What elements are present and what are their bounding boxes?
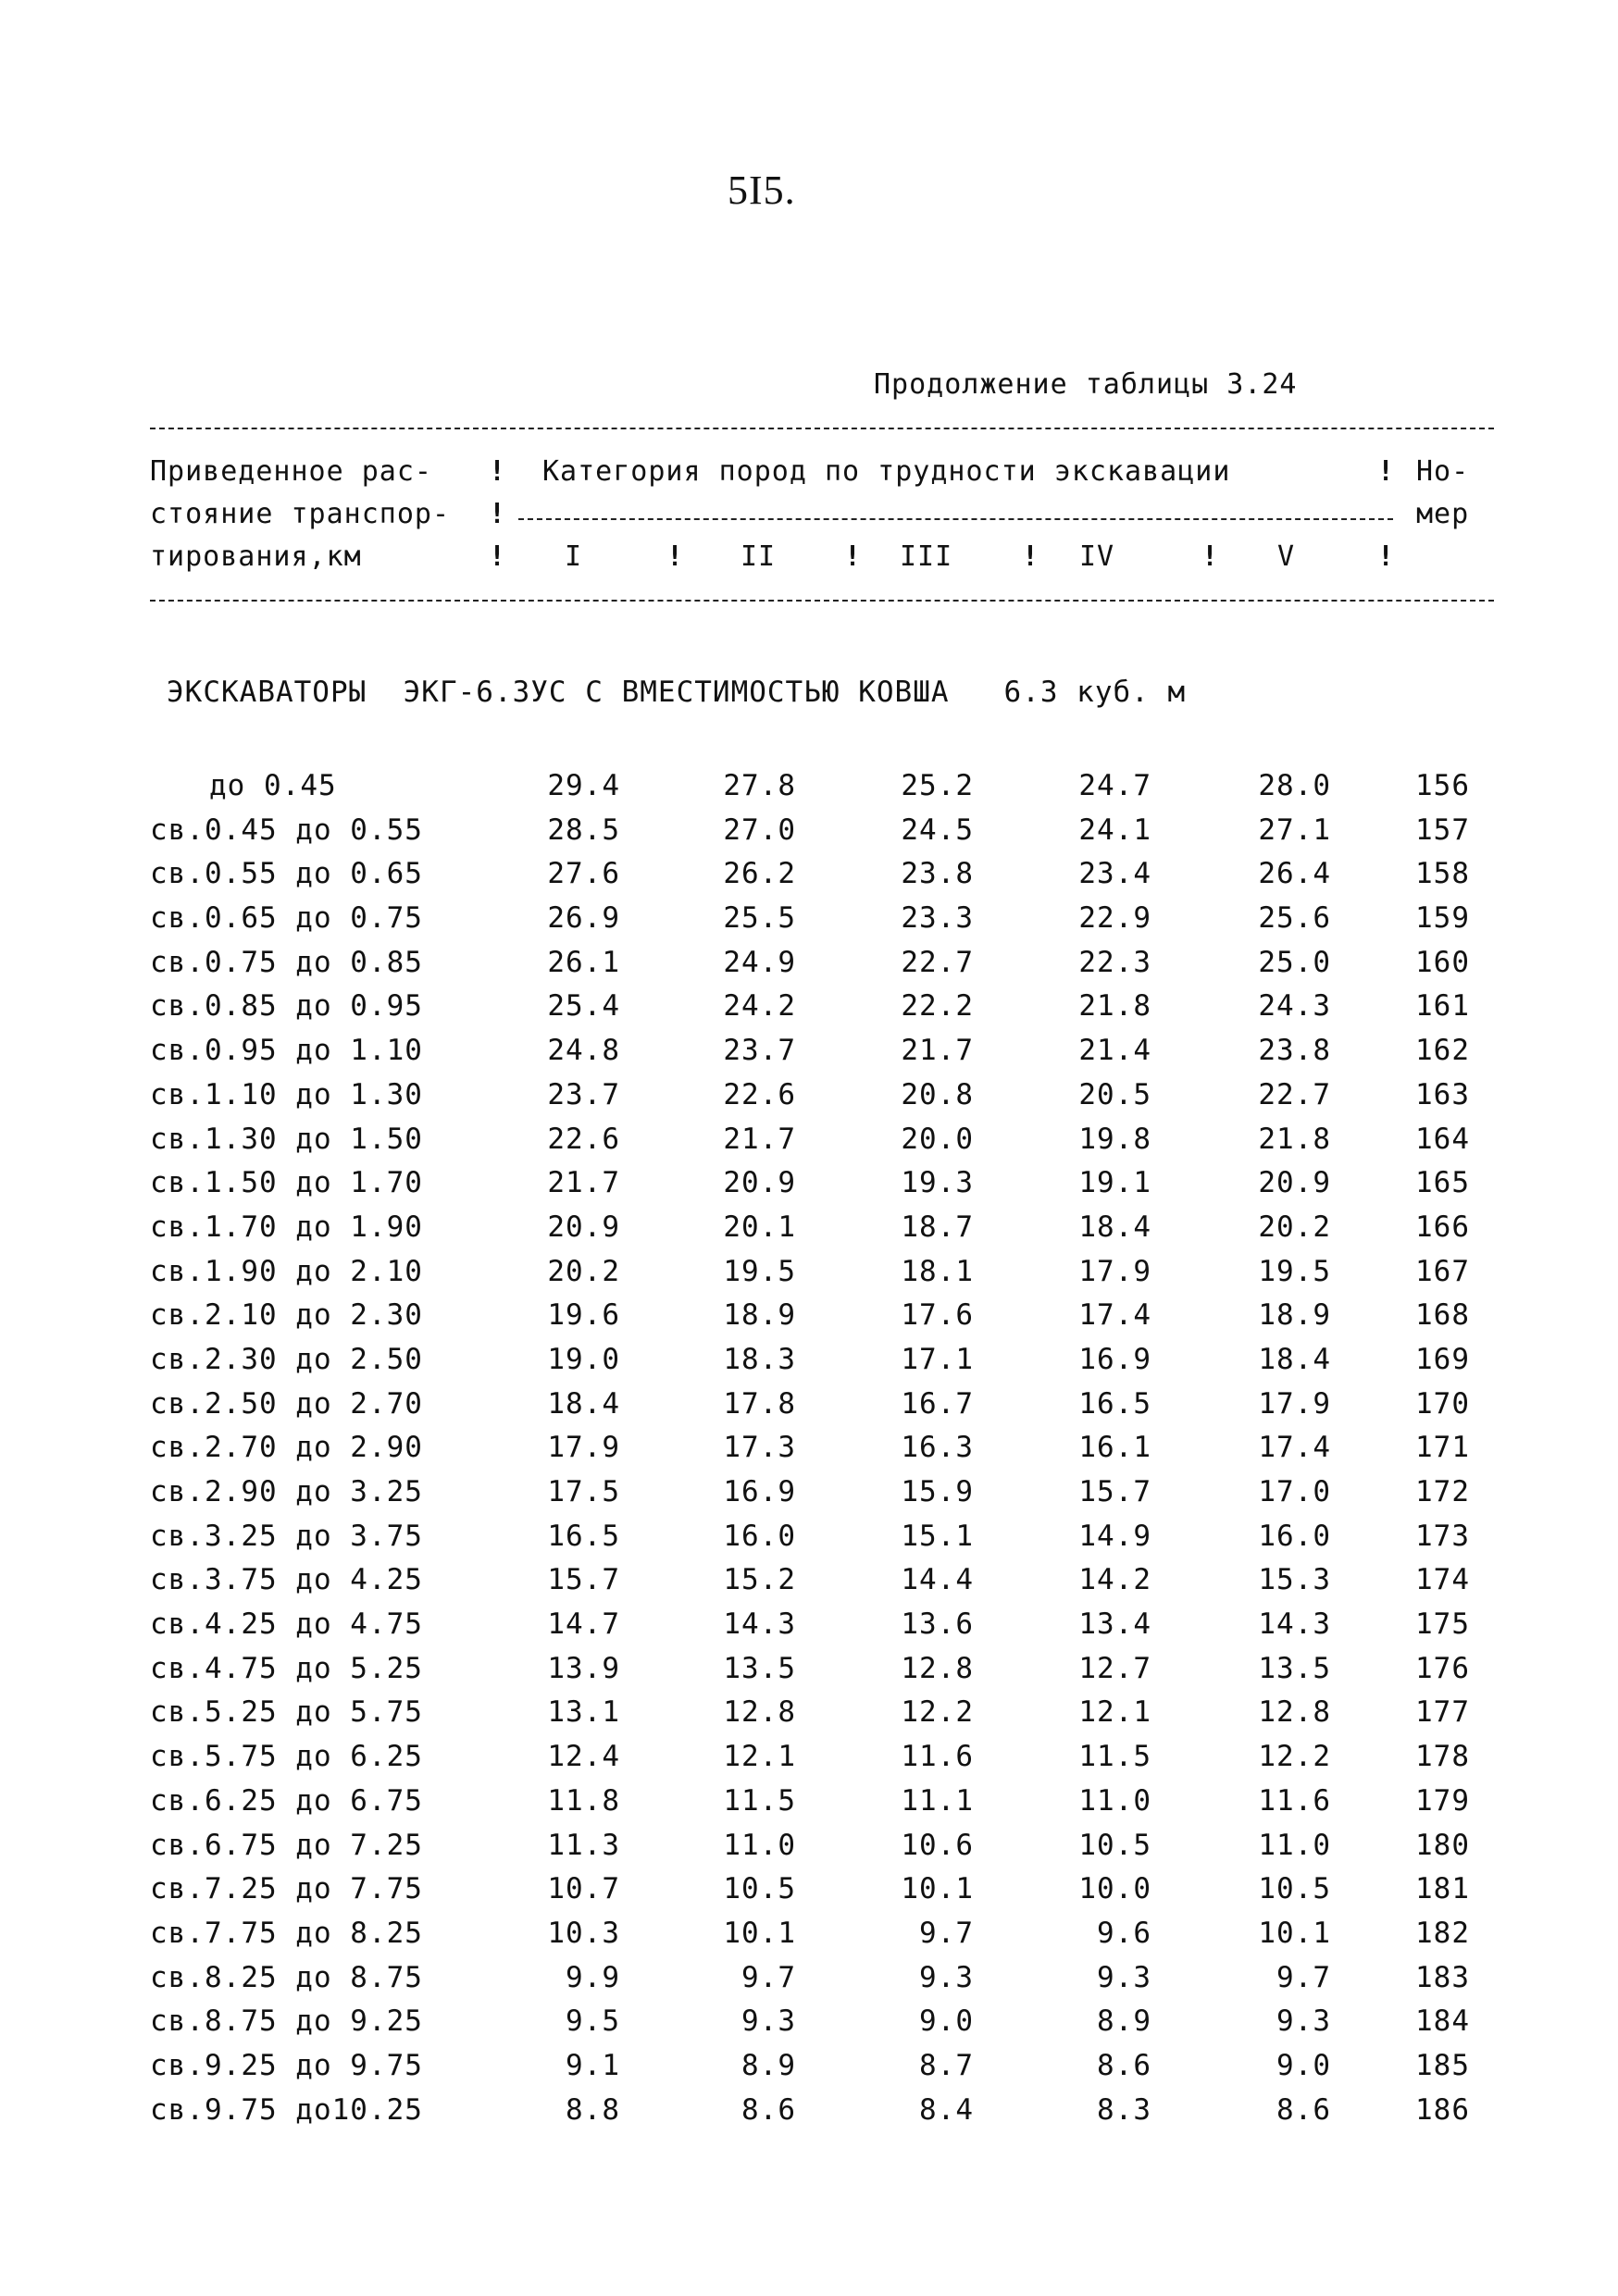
category-3-value: 9.3 (919, 1960, 974, 1994)
distance-cell: св.9.25 до 9.75 (150, 2048, 423, 2082)
category-5-value: 24.3 (1258, 989, 1331, 1024)
category-2-value: 20.9 (723, 1166, 796, 1200)
category-3-value: 8.4 (919, 2092, 974, 2127)
distance-cell: св.1.70 до 1.90 (150, 1210, 423, 1244)
table-top-rule (150, 428, 1494, 429)
category-1-value: 9.9 (566, 1960, 620, 1994)
header-category-1: I (565, 540, 583, 573)
header-separator: ! (1377, 455, 1395, 488)
category-2-value: 10.5 (723, 1872, 796, 1906)
category-3-value: 23.3 (901, 901, 974, 936)
category-2-value: 13.5 (723, 1651, 796, 1685)
category-4-value: 23.4 (1078, 857, 1151, 891)
category-1-value: 21.7 (547, 1166, 620, 1200)
row-number: 166 (1415, 1210, 1470, 1244)
row-number: 169 (1415, 1342, 1470, 1376)
distance-cell: св.0.65 до 0.75 (150, 901, 423, 936)
page-number: 5I5. (728, 168, 796, 213)
category-2-value: 17.3 (723, 1431, 796, 1465)
header-separator: ! (666, 540, 684, 573)
category-5-value: 22.7 (1258, 1077, 1331, 1111)
category-2-value: 26.2 (723, 857, 796, 891)
row-number: 186 (1415, 2092, 1470, 2127)
category-3-value: 15.9 (901, 1475, 974, 1508)
category-5-value: 27.1 (1258, 813, 1331, 847)
table-row (0, 1515, 1618, 1559)
table-row (0, 1294, 1618, 1338)
category-2-value: 9.3 (741, 2004, 796, 2039)
category-2-value: 17.8 (723, 1386, 796, 1421)
distance-cell: св.0.85 до 0.95 (150, 989, 423, 1024)
category-4-value: 16.9 (1078, 1342, 1151, 1376)
distance-cell: св.3.75 до 4.25 (150, 1563, 423, 1597)
distance-cell: св.2.10 до 2.30 (150, 1298, 423, 1333)
category-5-value: 16.0 (1258, 1519, 1331, 1553)
category-5-value: 12.8 (1258, 1695, 1331, 1730)
category-1-value: 24.8 (547, 1034, 620, 1068)
table-row (0, 1250, 1618, 1295)
category-5-value: 10.1 (1258, 1916, 1331, 1950)
category-3-value: 8.7 (919, 2048, 974, 2082)
category-3-value: 23.8 (901, 857, 974, 891)
row-number: 180 (1415, 1828, 1470, 1862)
category-4-value: 10.0 (1078, 1872, 1151, 1906)
row-number: 158 (1415, 857, 1470, 891)
distance-cell: св.9.75 до10.25 (150, 2092, 423, 2127)
distance-cell: св.7.75 до 8.25 (150, 1916, 423, 1950)
category-1-value: 11.3 (547, 1828, 620, 1862)
distance-cell: св.1.10 до 1.30 (150, 1077, 423, 1111)
category-3-value: 18.7 (901, 1210, 974, 1244)
category-5-value: 18.9 (1258, 1298, 1331, 1333)
table-row (0, 1603, 1618, 1647)
header-distance-line-2: стояние транспор- (150, 498, 451, 530)
table-row (0, 1912, 1618, 1956)
category-5-value: 26.4 (1258, 857, 1331, 891)
row-number: 174 (1415, 1563, 1470, 1597)
table-row (0, 1471, 1618, 1515)
row-number: 170 (1415, 1386, 1470, 1421)
category-1-value: 9.5 (566, 2004, 620, 2039)
category-4-value: 9.3 (1097, 1960, 1151, 1994)
category-4-value: 15.7 (1078, 1475, 1151, 1508)
category-2-value: 22.6 (723, 1077, 796, 1111)
row-number: 182 (1415, 1916, 1470, 1950)
category-5-value: 8.6 (1276, 2092, 1331, 2127)
category-2-value: 19.5 (723, 1254, 796, 1288)
category-4-value: 11.5 (1078, 1740, 1151, 1774)
distance-cell: св.8.25 до 8.75 (150, 1960, 423, 1994)
table-row (0, 1735, 1618, 1780)
category-2-value: 21.7 (723, 1122, 796, 1156)
table-row (0, 1074, 1618, 1118)
category-2-value: 24.2 (723, 989, 796, 1024)
category-1-value: 28.5 (547, 813, 620, 847)
table-row (0, 1691, 1618, 1735)
distance-cell: св.4.75 до 5.25 (150, 1651, 423, 1685)
category-3-value: 21.7 (901, 1034, 974, 1068)
table-row (0, 809, 1618, 853)
category-3-value: 18.1 (901, 1254, 974, 1288)
category-4-value: 8.6 (1097, 2048, 1151, 2082)
category-5-value: 19.5 (1258, 1254, 1331, 1288)
category-5-value: 10.5 (1258, 1872, 1331, 1906)
category-5-value: 23.8 (1258, 1034, 1331, 1068)
category-1-value: 15.7 (547, 1563, 620, 1597)
category-1-value: 27.6 (547, 857, 620, 891)
category-4-value: 24.1 (1078, 813, 1151, 847)
category-1-value: 22.6 (547, 1122, 620, 1156)
table-row (0, 764, 1618, 809)
category-1-value: 17.9 (547, 1431, 620, 1465)
table-row (0, 1426, 1618, 1471)
distance-cell: св.7.25 до 7.75 (150, 1872, 423, 1906)
category-4-value: 16.5 (1078, 1386, 1151, 1421)
category-5-value: 17.0 (1258, 1475, 1331, 1508)
distance-cell: св.0.55 до 0.65 (150, 857, 423, 891)
category-1-value: 16.5 (547, 1519, 620, 1553)
row-number: 157 (1415, 813, 1470, 847)
distance-cell: св.1.90 до 2.10 (150, 1254, 423, 1288)
category-3-value: 9.0 (919, 2004, 974, 2039)
distance-cell: св.2.30 до 2.50 (150, 1342, 423, 1376)
header-category-2: II (741, 540, 777, 573)
row-number: 185 (1415, 2048, 1470, 2082)
category-1-value: 13.9 (547, 1651, 620, 1685)
category-4-value: 18.4 (1078, 1210, 1151, 1244)
category-2-value: 16.0 (723, 1519, 796, 1553)
distance-cell: до 0.45 (209, 769, 337, 802)
category-4-value: 8.3 (1097, 2092, 1151, 2127)
category-3-value: 24.5 (901, 813, 974, 847)
table-row (0, 1780, 1618, 1824)
category-2-value: 27.0 (723, 813, 796, 847)
distance-cell: св.0.45 до 0.55 (150, 813, 423, 847)
row-number: 175 (1415, 1607, 1470, 1642)
distance-cell: св.5.25 до 5.75 (150, 1695, 423, 1730)
category-3-value: 12.8 (901, 1651, 974, 1685)
row-number: 178 (1415, 1740, 1470, 1774)
distance-cell: св.2.90 до 3.25 (150, 1475, 423, 1508)
category-2-value: 23.7 (723, 1034, 796, 1068)
category-1-value: 17.5 (547, 1475, 620, 1508)
category-3-value: 17.6 (901, 1298, 974, 1333)
category-4-value: 10.5 (1078, 1828, 1151, 1862)
category-1-value: 26.9 (547, 901, 620, 936)
category-3-value: 20.8 (901, 1077, 974, 1111)
category-4-value: 17.4 (1078, 1298, 1151, 1333)
row-number: 171 (1415, 1431, 1470, 1465)
category-5-value: 25.6 (1258, 901, 1331, 936)
category-4-value: 13.4 (1078, 1607, 1151, 1642)
category-2-value: 8.6 (741, 2092, 796, 2127)
category-2-value: 10.1 (723, 1916, 796, 1950)
distance-cell: св.3.25 до 3.75 (150, 1519, 423, 1553)
table-row (0, 1956, 1618, 2001)
row-number: 161 (1415, 989, 1470, 1024)
category-2-value: 24.9 (723, 945, 796, 979)
category-5-value: 12.2 (1258, 1740, 1331, 1774)
header-inner-rule (518, 518, 1393, 520)
category-2-value: 16.9 (723, 1475, 796, 1508)
header-separator: ! (489, 455, 506, 488)
category-1-value: 23.7 (547, 1077, 620, 1111)
category-5-value: 9.7 (1276, 1960, 1331, 1994)
category-5-value: 20.2 (1258, 1210, 1331, 1244)
table-row (0, 2000, 1618, 2044)
header-separator: ! (489, 540, 506, 573)
category-1-value: 10.7 (547, 1872, 620, 1906)
category-4-value: 24.7 (1078, 769, 1151, 802)
row-number: 165 (1415, 1166, 1470, 1200)
row-number: 184 (1415, 2004, 1470, 2039)
table-row (0, 1824, 1618, 1868)
category-3-value: 22.7 (901, 945, 974, 979)
category-5-value: 11.6 (1258, 1783, 1331, 1818)
category-5-value: 13.5 (1258, 1651, 1331, 1685)
table-row (0, 1118, 1618, 1162)
category-5-value: 21.8 (1258, 1122, 1331, 1156)
row-number: 159 (1415, 901, 1470, 936)
header-separator: ! (844, 540, 862, 573)
category-1-value: 12.4 (547, 1740, 620, 1774)
category-3-value: 19.3 (901, 1166, 974, 1200)
table-body (0, 764, 1618, 2132)
row-number: 173 (1415, 1519, 1470, 1553)
category-3-value: 16.7 (901, 1386, 974, 1421)
category-2-value: 25.5 (723, 901, 796, 936)
category-3-value: 13.6 (901, 1607, 974, 1642)
table-continuation-title: Продолжение таблицы 3.24 (874, 368, 1298, 401)
category-3-value: 25.2 (901, 769, 974, 802)
category-5-value: 17.9 (1258, 1386, 1331, 1421)
header-separator: ! (1201, 540, 1219, 573)
category-4-value: 11.0 (1078, 1783, 1151, 1818)
category-2-value: 18.3 (723, 1342, 796, 1376)
category-1-value: 8.8 (566, 2092, 620, 2127)
category-4-value: 22.9 (1078, 901, 1151, 936)
category-2-value: 12.1 (723, 1740, 796, 1774)
header-separator: ! (489, 498, 506, 530)
row-number: 163 (1415, 1077, 1470, 1111)
category-2-value: 11.0 (723, 1828, 796, 1862)
category-2-value: 20.1 (723, 1210, 796, 1244)
distance-cell: св.0.95 до 1.10 (150, 1034, 423, 1068)
distance-cell: св.1.30 до 1.50 (150, 1122, 423, 1156)
category-4-value: 22.3 (1078, 945, 1151, 979)
row-number: 179 (1415, 1783, 1470, 1818)
category-4-value: 21.4 (1078, 1034, 1151, 1068)
category-1-value: 11.8 (547, 1783, 620, 1818)
row-number: 177 (1415, 1695, 1470, 1730)
category-5-value: 28.0 (1258, 769, 1331, 802)
row-number: 176 (1415, 1651, 1470, 1685)
table-row (0, 2089, 1618, 2133)
category-4-value: 19.1 (1078, 1166, 1151, 1200)
category-2-value: 12.8 (723, 1695, 796, 1730)
category-4-value: 20.5 (1078, 1077, 1151, 1111)
header-distance-line-3: тирования,км (150, 540, 362, 573)
category-1-value: 14.7 (547, 1607, 620, 1642)
table-row (0, 1383, 1618, 1427)
category-1-value: 9.1 (566, 2048, 620, 2082)
category-3-value: 9.7 (919, 1916, 974, 1950)
category-5-value: 9.3 (1276, 2004, 1331, 2039)
category-3-value: 20.0 (901, 1122, 974, 1156)
header-separator: ! (1377, 540, 1395, 573)
category-1-value: 29.4 (547, 769, 620, 802)
category-1-value: 26.1 (547, 945, 620, 979)
category-2-value: 15.2 (723, 1563, 796, 1597)
row-number: 181 (1415, 1872, 1470, 1906)
category-1-value: 10.3 (547, 1916, 620, 1950)
category-4-value: 14.2 (1078, 1563, 1151, 1597)
table-row (0, 1868, 1618, 1912)
category-1-value: 13.1 (547, 1695, 620, 1730)
header-number-line-1: Но- (1416, 455, 1470, 488)
category-4-value: 12.7 (1078, 1651, 1151, 1685)
header-separator: ! (1022, 540, 1039, 573)
category-5-value: 17.4 (1258, 1431, 1331, 1465)
distance-cell: св.6.75 до 7.25 (150, 1828, 423, 1862)
category-5-value: 25.0 (1258, 945, 1331, 979)
category-1-value: 20.9 (547, 1210, 620, 1244)
table-row (0, 1338, 1618, 1383)
category-3-value: 15.1 (901, 1519, 974, 1553)
category-1-value: 19.6 (547, 1298, 620, 1333)
row-number: 156 (1415, 769, 1470, 802)
table-row (0, 852, 1618, 897)
category-2-value: 9.7 (741, 1960, 796, 1994)
category-3-value: 11.6 (901, 1740, 974, 1774)
category-4-value: 17.9 (1078, 1254, 1151, 1288)
category-3-value: 16.3 (901, 1431, 974, 1465)
distance-cell: св.1.50 до 1.70 (150, 1166, 423, 1200)
row-number: 160 (1415, 945, 1470, 979)
header-category-3: III (900, 540, 953, 573)
section-title: ЭКСКАВАТОРЫ ЭКГ-6.3УС С ВМЕСТИМОСТЬЮ КОВША 6.3 куб. м (167, 676, 1187, 709)
category-4-value: 9.6 (1097, 1916, 1151, 1950)
category-5-value: 18.4 (1258, 1342, 1331, 1376)
category-1-value: 25.4 (547, 989, 620, 1024)
category-5-value: 15.3 (1258, 1563, 1331, 1597)
category-5-value: 11.0 (1258, 1828, 1331, 1862)
distance-cell: св.6.25 до 6.75 (150, 1783, 423, 1818)
distance-cell: св.4.25 до 4.75 (150, 1607, 423, 1642)
table-row (0, 1558, 1618, 1603)
category-4-value: 16.1 (1078, 1431, 1151, 1465)
table-row (0, 1206, 1618, 1250)
category-5-value: 20.9 (1258, 1166, 1331, 1200)
category-3-value: 12.2 (901, 1695, 974, 1730)
table-row (0, 897, 1618, 941)
table-row (0, 1161, 1618, 1206)
category-3-value: 10.6 (901, 1828, 974, 1862)
distance-cell: св.5.75 до 6.25 (150, 1740, 423, 1774)
row-number: 168 (1415, 1298, 1470, 1333)
category-2-value: 8.9 (741, 2048, 796, 2082)
category-3-value: 14.4 (901, 1563, 974, 1597)
distance-cell: св.2.70 до 2.90 (150, 1431, 423, 1465)
table-row (0, 2044, 1618, 2089)
category-4-value: 12.1 (1078, 1695, 1151, 1730)
header-number-line-2: мер (1416, 498, 1470, 530)
category-3-value: 17.1 (901, 1342, 974, 1376)
header-distance-line-1: Приведенное рас- (150, 455, 432, 488)
category-5-value: 14.3 (1258, 1607, 1331, 1642)
header-category-4: IV (1079, 540, 1115, 573)
row-number: 167 (1415, 1254, 1470, 1288)
category-4-value: 14.9 (1078, 1519, 1151, 1553)
category-4-value: 8.9 (1097, 2004, 1151, 2039)
row-number: 183 (1415, 1960, 1470, 1994)
header-category: Категория пород по трудности экскавации (542, 455, 1231, 488)
table-row (0, 941, 1618, 986)
table-header-rule (150, 600, 1494, 602)
row-number: 172 (1415, 1475, 1470, 1508)
table-row (0, 1647, 1618, 1692)
category-5-value: 9.0 (1276, 2048, 1331, 2082)
category-3-value: 10.1 (901, 1872, 974, 1906)
category-2-value: 18.9 (723, 1298, 796, 1333)
header-category-5: V (1277, 540, 1296, 573)
category-3-value: 22.2 (901, 989, 974, 1024)
category-1-value: 20.2 (547, 1254, 620, 1288)
category-2-value: 11.5 (723, 1783, 796, 1818)
category-1-value: 19.0 (547, 1342, 620, 1376)
distance-cell: св.2.50 до 2.70 (150, 1386, 423, 1421)
category-1-value: 18.4 (547, 1386, 620, 1421)
category-2-value: 27.8 (723, 769, 796, 802)
table-row (0, 985, 1618, 1029)
category-4-value: 19.8 (1078, 1122, 1151, 1156)
distance-cell: св.0.75 до 0.85 (150, 945, 423, 979)
table-row (0, 1029, 1618, 1074)
row-number: 164 (1415, 1122, 1470, 1156)
category-3-value: 11.1 (901, 1783, 974, 1818)
row-number: 162 (1415, 1034, 1470, 1068)
distance-cell: св.8.75 до 9.25 (150, 2004, 423, 2039)
category-2-value: 14.3 (723, 1607, 796, 1642)
category-4-value: 21.8 (1078, 989, 1151, 1024)
